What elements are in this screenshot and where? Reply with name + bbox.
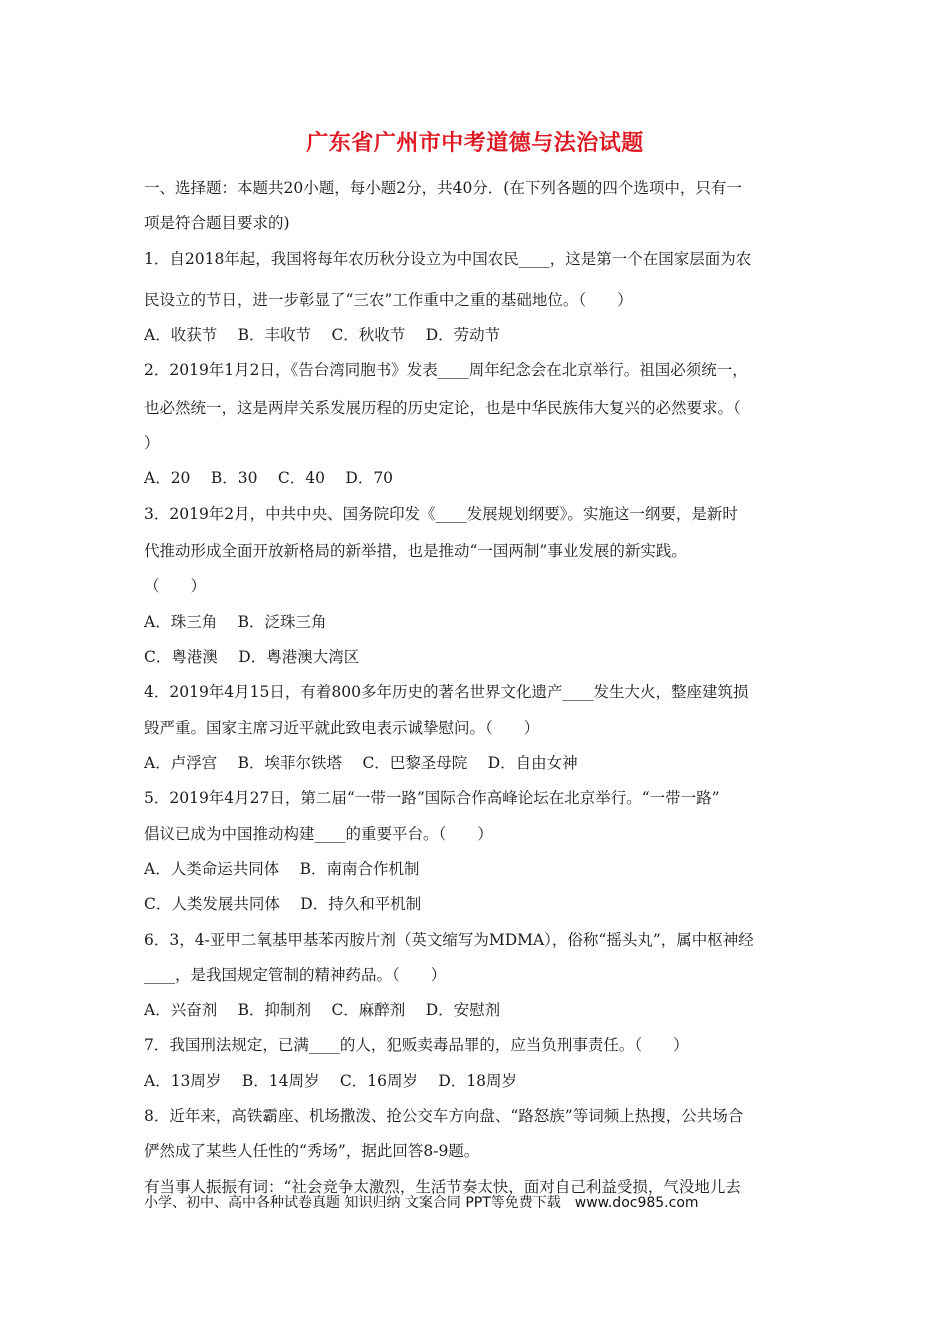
- section-heading: 一、选择题：本题共20小题，每小题2分，共40分．(在下列各题的四个选项中，只有一: [144, 179, 742, 197]
- question-6-stem: 6．3，4-亚甲二氧基甲基苯丙胺片剂（英文缩写为MDMA），俗称“摇头丸”，属中枢神经: [144, 931, 754, 949]
- question-7-options: A．13周岁 B．14周岁 C．16周岁 D．18周岁: [144, 1072, 518, 1090]
- question-5-options-1: A．人类命运共同体 B．南南合作机制: [144, 860, 420, 878]
- question-3-options-1: A．珠三角 B．泛珠三角: [144, 613, 327, 631]
- question-6-options: A．兴奋剂 B．抑制剂 C．麻醉剂 D．安慰剂: [144, 1001, 501, 1019]
- question-3-stem-cont: 代推动形成全面开放新格局的新举措，也是推动“一国两制”事业发展的新实践。: [144, 542, 687, 560]
- question-4-stem-cont: 毁严重。国家主席习近平就此致电表示诚挚慰问。（ ）: [144, 719, 540, 737]
- question-8-passage: 有当事人振振有词：“社会竞争太激烈，生活节奏太快，面对自己利益受损，气没地儿去: [144, 1178, 741, 1196]
- question-3-options-2: C．粤港澳 D．粤港澳大湾区: [144, 648, 360, 666]
- question-3-stem: 3．2019年2月，中共中央、国务院印发《____发展规划纲要》。实施这一纲要，是新时: [144, 505, 738, 523]
- question-5-stem-cont: 倡议已成为中国推动构建____的重要平台。（ ）: [144, 825, 493, 843]
- question-1-stem: 1．自2018年起，我国将每年农历秋分设立为中国农民____，这是第一个在国家层面为农: [144, 250, 752, 268]
- question-2-stem-cont: 也必然统一，这是两岸关系发展历程的历史定论，也是中华民族伟大复兴的必然要求。（: [144, 399, 741, 417]
- question-8-stem-cont: 俨然成了某些人任性的“秀场”，据此回答8-9题。: [144, 1142, 480, 1160]
- question-7-stem: 7．我国刑法规定，已满____的人，犯贩卖毒品罪的，应当负刑事责任。（ ）: [144, 1036, 689, 1054]
- section-heading-cont: 项是符合题目要求的): [144, 214, 290, 232]
- question-5-options-2: C．人类发展共同体 D．持久和平机制: [144, 895, 422, 913]
- question-5-stem: 5．2019年4月27日，第二届“一带一路”国际合作高峰论坛在北京举行。“一带一路”: [144, 789, 720, 807]
- question-4-options: A．卢浮宫 B．埃菲尔铁塔 C．巴黎圣母院 D．自由女神: [144, 754, 578, 772]
- question-4-stem: 4．2019年4月15日，有着800多年历史的著名世界文化遗产____发生大火，整座建筑损: [144, 683, 749, 701]
- question-3-paren: （ ）: [144, 577, 207, 595]
- question-2-options: A．20 B．30 C．40 D．70: [144, 469, 394, 487]
- document-title: 广东省广州市中考道德与法治试题: [306, 131, 644, 156]
- question-1-stem-cont: 民设立的节日，进一步彰显了“三农”工作重中之重的基础地位。（ ）: [144, 291, 633, 309]
- question-2-paren: ）: [144, 434, 160, 452]
- question-2-stem: 2．2019年1月2日，《告台湾同胞书》发表____周年纪念会在北京举行。祖国必须统一，: [144, 361, 748, 379]
- question-6-stem-cont: ____，是我国规定管制的精神药品。（ ）: [144, 966, 447, 984]
- question-8-stem: 8．近年来，高铁霸座、机场撒泼、抢公交车方向盘、“路怒族”等词频上热搜，公共场合: [144, 1107, 744, 1125]
- download-watermark: 小学、初中、高中各种试卷真题 知识归纳 文案合同 PPT等免费下载 www.doc985.com: [144, 1195, 699, 1211]
- question-1-options: A．收获节 B．丰收节 C．秋收节 D．劳动节: [144, 326, 501, 344]
